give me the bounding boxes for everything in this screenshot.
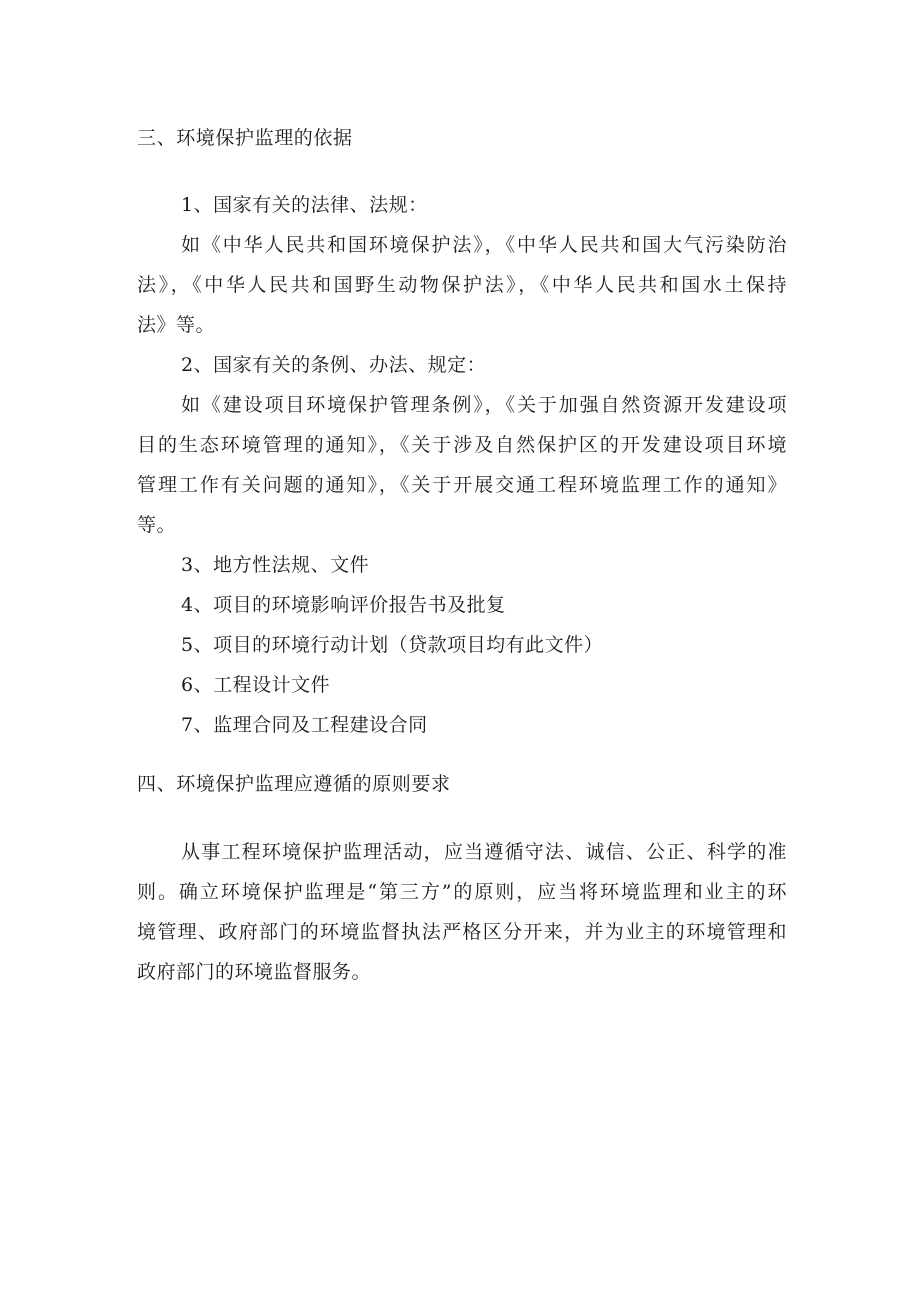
section-4-body-line: 从事工程环境保护监理活动，应当遵循守法、诚信、公正、科学的准 [181, 841, 787, 863]
item-2-body-line: 管理工作有关问题的通知》，《关于开展交通工程环境监理工作的通知》 [137, 474, 787, 496]
item-2-title: 2、国家有关的条例、办法、规定： [181, 354, 487, 376]
item-1-body-line: 法》等。 [137, 314, 216, 336]
item-2-body-line: 目的生态环境管理的通知》，《关于涉及自然保护区的开发建设项目环境 [137, 434, 787, 456]
list-item: 3、地方性法规、文件 [181, 554, 370, 576]
section-4-body-line: 则。确立环境保护监理是“第三方”的原则，应当将环境监理和业主的环 [137, 881, 787, 903]
item-2-body-line: 如《建设项目环境保护管理条例》，《关于加强自然资源开发建设项 [181, 394, 787, 416]
section-4-body-line: 政府部门的环境监督服务。 [137, 961, 372, 983]
list-item: 5、项目的环境行动计划（贷款项目均有此文件） [181, 634, 604, 656]
item-1-title: 1、国家有关的法律、法规： [181, 194, 428, 216]
section-4-body-line: 境管理、政府部门的环境监督执法严格区分开来，并为业主的环境管理和 [137, 921, 787, 943]
list-item: 4、项目的环境影响评价报告书及批复 [181, 594, 506, 616]
item-1-body-line: 法》，《中华人民共和国野生动物保护法》，《中华人民共和国水土保持 [137, 274, 787, 296]
item-1-body-line: 如《中华人民共和国环境保护法》，《中华人民共和国大气污染防治 [181, 234, 787, 256]
section-3-heading: 三、环境保护监理的依据 [137, 127, 353, 149]
list-item: 7、监理合同及工程建设合同 [181, 714, 428, 736]
list-item: 6、工程设计文件 [181, 674, 331, 696]
item-2-body-line: 等。 [137, 514, 177, 536]
section-4-heading: 四、环境保护监理应遵循的原则要求 [137, 773, 451, 795]
